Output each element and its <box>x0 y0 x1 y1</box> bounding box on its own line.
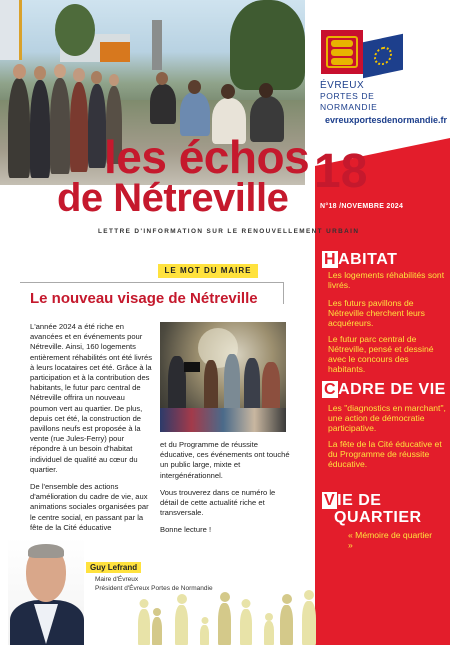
issue-number: 18 <box>314 145 368 198</box>
masthead-subtitle: LETTRE D'INFORMATION SUR LE RENOUVELLEMENT URBAIN <box>98 228 360 235</box>
article-title: Le nouveau visage de Nétreville <box>30 290 258 307</box>
sidebar-heading-cadre-de-vie: C ADRE DE VIE <box>324 381 446 398</box>
paragraph: et du Programme de réussite éducative, ces événements ont touché un public large, mixte et intergénérationnel. <box>160 440 290 480</box>
sidebar-item: La fête de la Cité éducative et du Programme de réussite éducative. <box>328 439 442 469</box>
mayor-role-line1: Maire d'Évreux <box>95 576 139 583</box>
event-photo <box>160 322 286 432</box>
paragraph: L'année 2024 a été riche en avancées et en événements pour Nétreville. Ainsi, 160 logements entièrement réhabilités ont été livrés à leurs locataires cet été. Grâce à la participation et à la contribution des habitants, le futur parc central de Nétreville offrira un nouveau poumon vert au quartier. De plus, depuis cet été, la construction de pavillons neufs est proposée à la vente (rue Jules-Ferry) pour répondre à un besoin d'habitat individuel de qualité au cœur du quartier. <box>30 322 152 474</box>
sidebar-item: Le futur parc central de Nétreville, pensé et dessiné avec le concours des habitants. <box>328 334 434 374</box>
evreux-logo <box>318 30 428 110</box>
logo-wordmark <box>320 80 428 113</box>
issue-date: N°18 /NOVEMBRE 2024 <box>320 203 404 210</box>
logo-name-line2: PORTES DE NORMANDIE <box>320 91 378 112</box>
mayor-role <box>95 576 213 593</box>
paragraph: Bonne lecture ! <box>160 525 212 535</box>
article-column-1 <box>30 322 153 540</box>
article-column-2 <box>160 440 290 543</box>
eu-stars-icon <box>363 34 403 79</box>
masthead-title-line1: les échos <box>104 131 310 183</box>
mayor-name: Guy Lefrand <box>86 562 141 573</box>
sidebar-item: Les logements réhabilités sont livrés. <box>328 270 445 290</box>
people-silhouettes-illustration <box>130 592 450 645</box>
paragraph: De l'ensemble des actions d'amélioration du cadre de vie, aux animations sociales organisées par le centre social, en passant par la fête de la Cité éducative <box>30 482 149 532</box>
masthead-title-line2: de Nétreville <box>57 176 289 220</box>
mayor-role-line2: Président d'Évreux Portes de Normandie <box>95 584 213 592</box>
divider <box>20 282 284 283</box>
sidebar-item: Les "diagnostics en marchant", une action de démocratie participative. <box>328 403 446 433</box>
logo-name-line1: ÉVREUX <box>320 80 365 91</box>
sidebar-heading-habitat: H ABITAT <box>324 251 398 268</box>
site-url-link[interactable]: evreuxportesdenormandie.fr <box>325 115 448 125</box>
paragraph: Vous trouverez dans ce numéro le détail de cette actualité riche et transversale. <box>160 487 276 518</box>
sidebar-item: « Mémoire de quartier » <box>348 530 433 550</box>
section-tag: LE MOT DU MAIRE <box>158 264 258 278</box>
divider <box>283 282 284 304</box>
sidebar-item: Les futurs pavillons de Nétreville cherchent leurs acquéreurs. <box>328 298 425 328</box>
sidebar-heading-vie-de-quartier: V IE DE QUARTIER <box>324 492 422 526</box>
normandy-lions-icon <box>321 30 363 74</box>
mayor-portrait <box>8 538 84 645</box>
